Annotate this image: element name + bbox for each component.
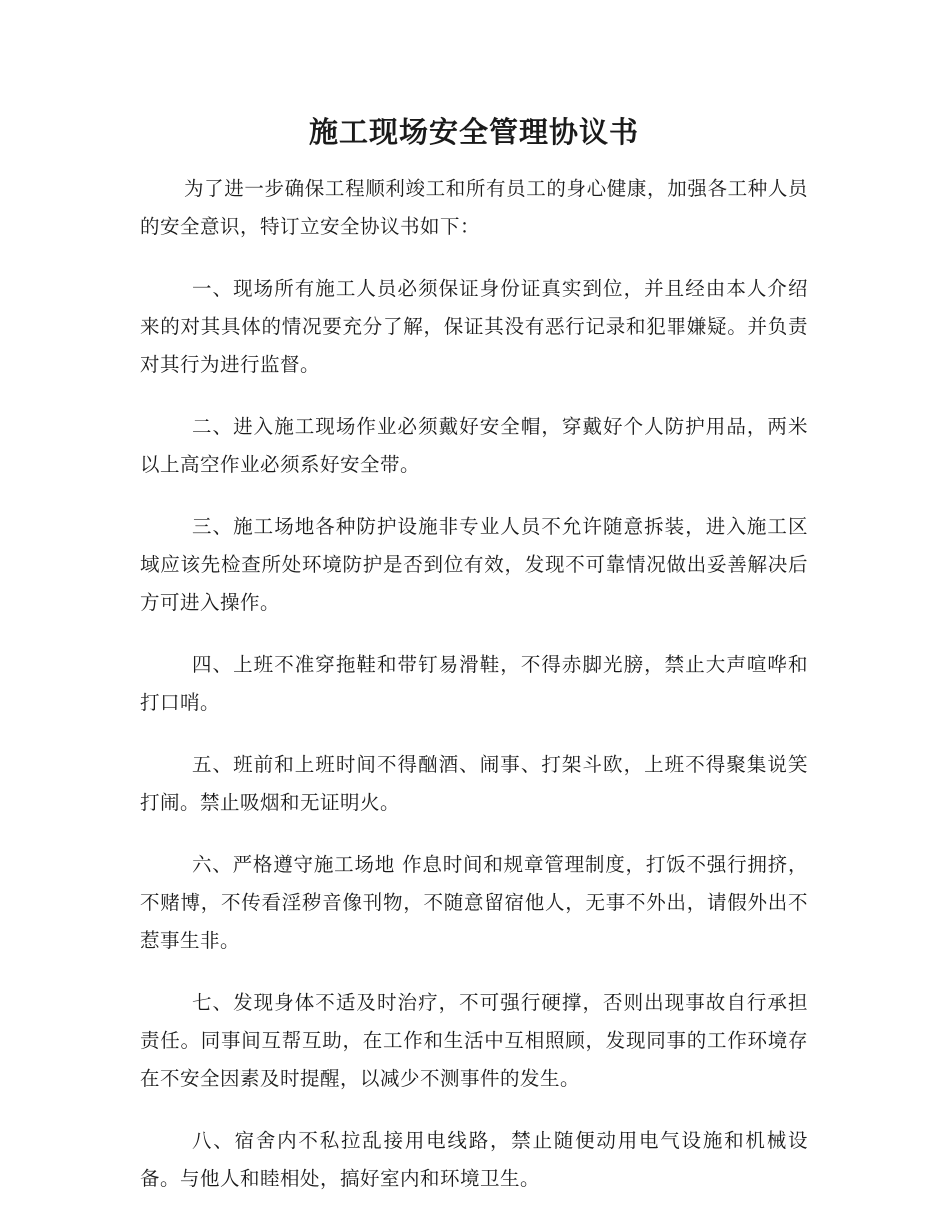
- clause-6: 六、严格遵守施工场地 作息时间和规章管理制度，打饭不强行拥挤，不赌博，不传看淫秽音像刊物，不随意留宿他人，无事不外出，请假外出不惹事生非。: [140, 853, 808, 952]
- paragraph-gap: [140, 622, 808, 646]
- paragraph-gap: [140, 960, 808, 984]
- clause-3: 三、施工场地各种防护设施非专业人员不允许随意拆装，进入施工区域应该先检查所处环境防护是否到位有效，发现不可靠情况做出妥善解决后方可进入操作。: [140, 515, 808, 614]
- clause-1: 一、现场所有施工人员必须保证身份证真实到位，并且经由本人介绍来的对其具体的情况要充分了解，保证其没有恶行记录和犯罪嫌疑。并负责对其行为进行监督。: [140, 277, 808, 376]
- paragraph-gap: [140, 384, 808, 408]
- clause-7: 七、发现身体不适及时治疗，不可强行硬撑，否则出现事故自行承担责任。同事间互帮互助，在工作和生活中互相照顾，发现同事的工作环境存在不安全因素及时提醒，以减少不测事件的发生。: [140, 991, 808, 1090]
- paragraph-gap: [140, 484, 808, 508]
- clause-4: 四、上班不准穿拖鞋和带钉易滑鞋，不得赤脚光膀，禁止大声喧哗和打口哨。: [140, 653, 808, 714]
- document-page: [140, 100, 808, 1198]
- paragraph-gap: [140, 822, 808, 846]
- paragraph-gap: [140, 1098, 808, 1122]
- document-title: 施工现场安全管理协议书: [308, 115, 639, 149]
- intro-paragraph: 为了进一步确保工程顺利竣工和所有员工的身心健康，加强各工种人员的安全意识，特订立安全协议书如下：: [140, 177, 808, 238]
- clause-2: 二、进入施工现场作业必须戴好安全帽，穿戴好个人防护用品，两米以上高空作业必须系好安全带。: [140, 415, 808, 476]
- paragraph-gap: [140, 722, 808, 746]
- clause-8: 八、宿舍内不私拉乱接用电线路，禁止随便动用电气设施和机械设备。与他人和睦相处，搞好室内和环境卫生。: [140, 1129, 808, 1190]
- clause-5: 五、班前和上班时间不得酗酒、闹事、打架斗欧，上班不得聚集说笑打闹。禁止吸烟和无证明火。: [140, 753, 808, 814]
- paragraph-gap: [140, 246, 808, 270]
